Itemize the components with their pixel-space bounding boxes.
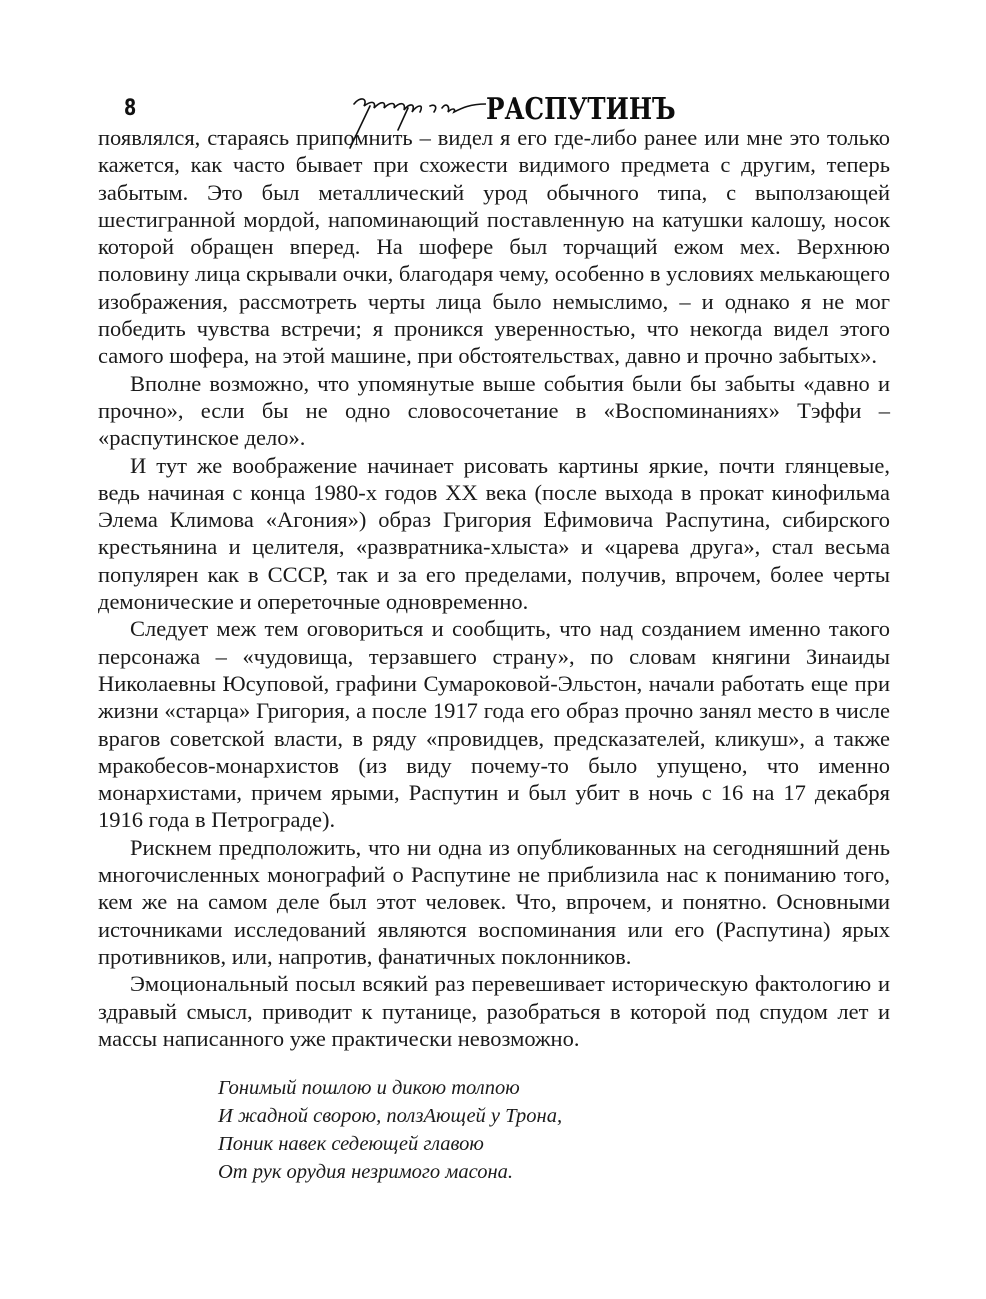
body-text [98, 124, 890, 1052]
poem-line: Гонимый пошлою и дикою толпою [218, 1077, 520, 1099]
poem-epigraph [218, 1074, 562, 1186]
paragraph: Следует меж тем оговориться и сообщить, что над созданием именно такого персонажа – «чудовища, терзавшего страну», по словам княгини Зинаиды Николаевны Юсуповой, графини Сумароковой-Эльстон, начали работать еще при жизни «старца» Григория, а после 1917 года его образ прочно занял место в числе врагов советской власти, в ряду «провидцев, предсказателей, кликуш», а также мракобесов-монархистов (из виду почему-то было упущено, что именно монархистами, причем ярыми, Распутин и был убит в ночь с 16 на 17 декабря 1916 года в Петрограде). [98, 616, 890, 833]
paragraph: И тут же воображение начинает рисовать картины яркие, почти глянцевые, ведь начиная с конца 1980-х годов XX века (после выхода в прокат кинофильма Элема Климова «Агония») образ Григория Ефимовича Распутина, сибирского крестьянина и целителя, «развратника-хлыста» и «царева друга», стал весьма популярен как в СССР, так и за его пределами, получив, впрочем, более черты демонические и опереточные одновременно. [98, 452, 890, 615]
poem-line: И жадной сворою, ползАющей у Трона, [218, 1105, 563, 1127]
paragraph: Рискнем предположить, что ни одна из опубликованных на сегодняшний день многочисленных монографий о Распутине не приблизила нас к пониманию того, кем же на самом деле был этот человек. Что, впрочем, и понятно. Основными источниками исследований являются воспоминания или его (Распутина) ярых противников, или, напротив, фанатичных поклонников. [98, 834, 890, 969]
running-title: РАСПУТИНЪ [486, 92, 676, 127]
paragraph: Эмоциональный посыл всякий раз перевешивает историческую фактологию и здравый смысл, приводит к путанице, разобраться в которой под спудом лет и массы написанного уже практически невозможно. [98, 971, 890, 1051]
paragraph: появлялся, стараясь припомнить – видел я его где-либо ранее или мне это только кажется, как часто бывает при схожести видимого предмета с другим, теперь забытым. Это был металлический урод обычного типа, с выползающей шестигранной мордой, напоминающий поставленную на катушки калошу, носок которой обращен вперед. На шофере был торчащий ежом мех. Верхнюю половину лица скрывали очки, благодаря чему, особенно в условиях мелькающего изображения, рассмотреть черты лица было немыслимо, – и однако я не мог победить чувства встречи; я проникся уверенностью, что некогда видел этого самого шофера, на этой машине, при обстоятельствах, давно и прочно забытых». [98, 125, 891, 369]
page-number: 8 [124, 96, 137, 121]
paragraph: Вполне возможно, что упомянутые выше события были бы забыты «давно и прочно», если бы не одно словосочетание в «Воспоминаниях» Тэффи – «распутинское дело». [98, 370, 890, 451]
poem-line: От рук орудия незримого масона. [218, 1161, 513, 1183]
poem-line: Поник навек седеющей главою [218, 1133, 484, 1155]
